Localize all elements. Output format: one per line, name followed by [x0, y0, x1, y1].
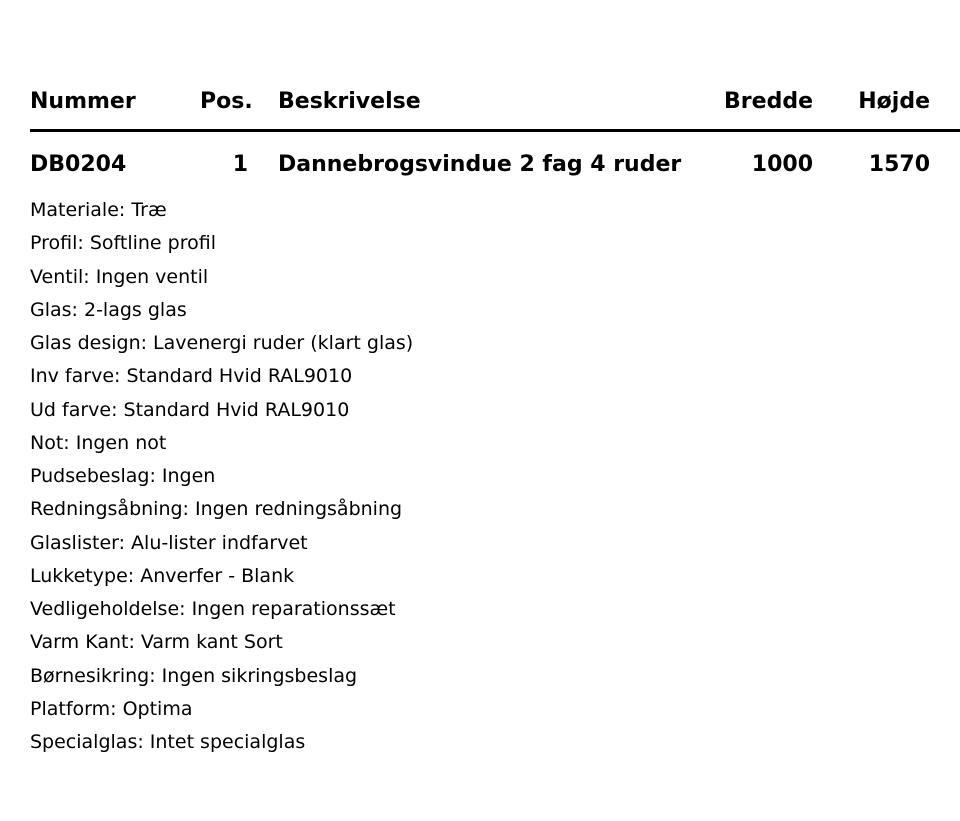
table-header: [30, 82, 930, 122]
attribute-not: Not: Ingen not: [30, 431, 167, 454]
attribute-specialglas: Specialglas: Intet specialglas: [30, 731, 306, 753]
header-beskrivelse: Beskrivelse: [278, 89, 421, 114]
attribute-platform: Platform: Optima: [30, 697, 193, 720]
attribute-vedligeholdelse: Vedligeholdelse: Ingen reparationssæt: [30, 598, 396, 620]
attribute-glas: Glas: 2-lags glas: [30, 298, 187, 321]
header-divider: [30, 129, 960, 132]
attribute-inv-farve: Inv farve: Standard Hvid RAL9010: [30, 365, 353, 388]
attribute-ventil: Ventil: Ingen ventil: [30, 265, 209, 288]
attribute-profil: Profil: Softline profil: [30, 232, 216, 255]
header-bredde: Bredde: [724, 89, 813, 114]
attribute-pudsebeslag: Pudsebeslag: Ingen: [30, 465, 216, 487]
attribute-varm-kant: Varm Kant: Varm kant Sort: [30, 631, 283, 654]
attribute-bornesikring: Børnesikring: Ingen sikringsbeslag: [30, 664, 358, 687]
item-hojde: 1570: [868, 152, 930, 177]
attribute-lukketype: Lukketype: Anverfer - Blank: [30, 564, 295, 587]
header-nummer: Nummer: [30, 89, 136, 114]
header-pos: Pos.: [200, 89, 253, 114]
attribute-redningsabning: Redningsåbning: Ingen redningsåbning: [30, 498, 403, 521]
attribute-glaslister: Glaslister: Alu-lister indfarvet: [30, 531, 308, 554]
item-beskrivelse: Dannebrogsvindue 2 fag 4 ruder: [278, 152, 682, 177]
attribute-ud-farve: Ud farve: Standard Hvid RAL9010: [30, 398, 350, 421]
attribute-materiale: Materiale: Træ: [30, 199, 167, 221]
attribute-list: [30, 194, 413, 759]
header-hojde: Højde: [858, 89, 930, 114]
attribute-glas-design: Glas design: Lavenergi ruder (klart glas): [30, 332, 414, 354]
item-bredde: 1000: [751, 152, 813, 177]
item-pos: 1: [232, 152, 248, 177]
table-row: [30, 145, 930, 185]
item-nummer: DB0204: [30, 152, 127, 177]
